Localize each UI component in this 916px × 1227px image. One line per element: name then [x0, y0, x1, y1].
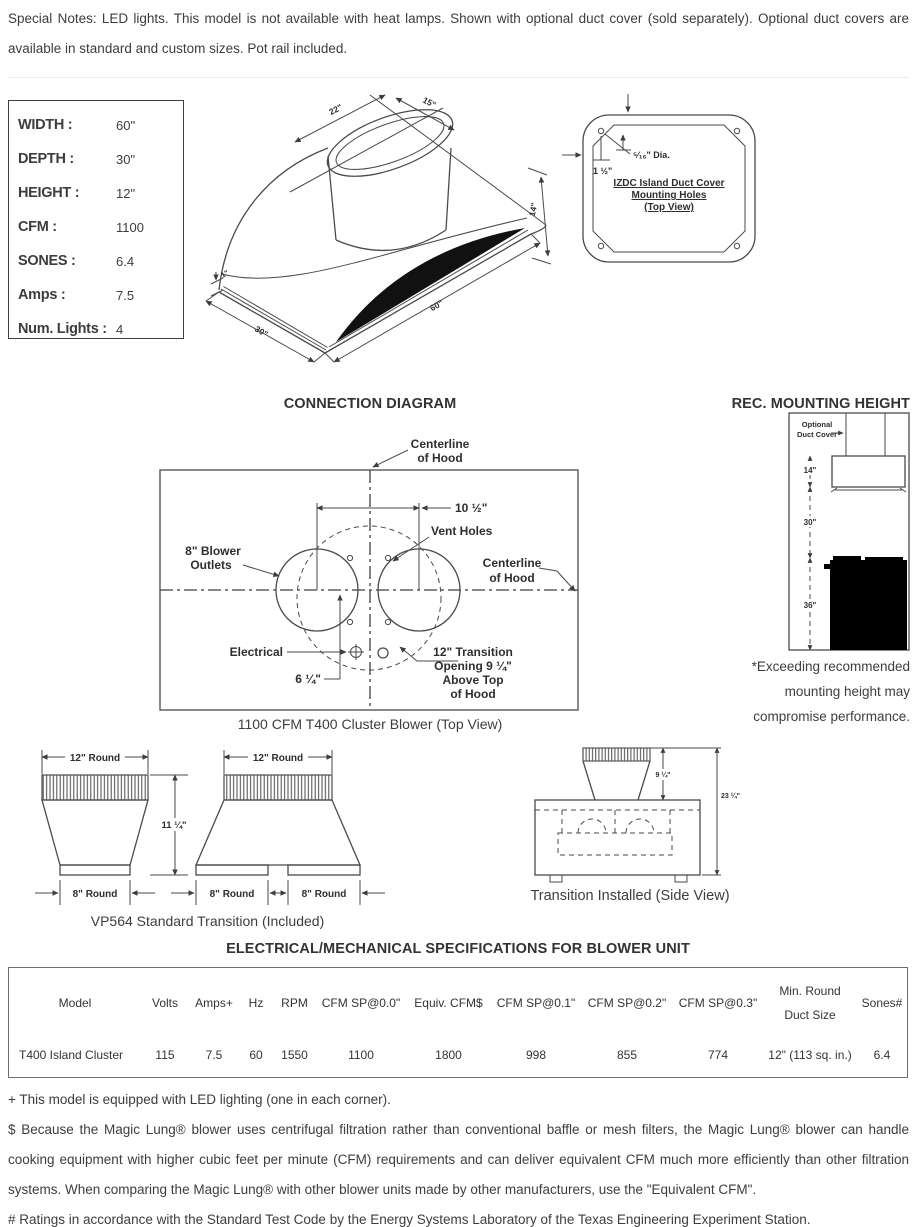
dim-label-electrical: 6 ¼" [295, 672, 321, 686]
cell-rpm: 1550 [281, 1048, 308, 1062]
dim-label-total: 23 ¼" [721, 793, 740, 800]
hood-isometric-drawing [195, 88, 555, 380]
transition-dual-outlet [171, 750, 385, 905]
centerline-top-label-1: Centerline [410, 437, 470, 451]
dim-label-hood: 14" [803, 466, 817, 475]
spec-label: HEIGHT : [18, 185, 80, 201]
vp564-transition-drawing [25, 742, 415, 910]
col-header-cfm-sp03: CFM SP@0.3" [678, 995, 758, 1010]
hood-side-outline [535, 800, 700, 875]
spec-label: Num. Lights : [18, 321, 107, 337]
centerline-right-label-2: of Hood [489, 571, 535, 585]
col-header-amps: Amps+ [195, 995, 233, 1010]
connection-diagram [155, 415, 585, 713]
spec-row-cfm [18, 210, 183, 244]
mounting-hole [734, 128, 739, 133]
dim-label-offset: 1 ½" [593, 166, 613, 176]
col-header-cfm-sp02: CFM SP@0.2" [587, 995, 667, 1010]
spec-value: 7.5 [116, 287, 135, 303]
centerline-right-label-1: Centerline [482, 556, 542, 570]
transition-note-2: Opening 9 ¼" [434, 659, 512, 673]
dim-label-22: 22" [327, 101, 344, 117]
connection-diagram-title: CONNECTION DIAGRAM [283, 396, 457, 412]
special-notes: Special Notes: LED lights. This model is not available with heat lamps. Shown with optional duct cover (sold separately). Optional duct covers are available in standard and custom sizes. Pot rail included. [8, 11, 909, 56]
blower-outlets-label-2: Outlets [190, 558, 232, 572]
spec-row-lights [18, 312, 183, 346]
centerline-top-label-2: of Hood [417, 451, 463, 465]
installed-caption: Transition Installed (Side View) [530, 888, 730, 904]
vp564-caption: VP564 Standard Transition (Included) [90, 913, 325, 929]
internal-blower-dashed [535, 810, 700, 855]
electrical-label: Electrical [229, 645, 283, 659]
col-header-sones: Sones# [861, 995, 903, 1010]
mounting-height-title: REC. MOUNTING HEIGHT [731, 396, 910, 412]
cell-cfm-sp00: 1100 [348, 1048, 374, 1062]
dim-label-spacing: 10 ½" [455, 501, 488, 515]
connection-caption: 1100 CFM T400 Cluster Blower (Top View) [237, 716, 503, 732]
dim-label-upper: 9 ¼" [655, 772, 671, 779]
mounting-warning-line1: *Exceeding recommended [751, 659, 910, 674]
quick-specs-box [8, 100, 184, 339]
transition-marker-circle [378, 648, 388, 658]
col-header-model: Model [58, 995, 92, 1010]
mounting-height-diagram [745, 408, 915, 658]
dim-label-clearance: 30" [803, 518, 817, 527]
hood-body [219, 95, 546, 353]
optional-duct-cover-label-1: Optional [801, 420, 833, 429]
spec-label: CFM : [18, 219, 57, 235]
divider [8, 77, 909, 78]
cell-cfm-sp01: 998 [525, 1048, 547, 1062]
spec-label: SONES : [18, 253, 76, 269]
dim-label-14: 14" [526, 201, 540, 218]
dim-label-60: 60" [428, 297, 445, 314]
dim-label-height: 11 ¼" [161, 820, 187, 831]
footnote-hash: # Ratings in accordance with the Standard Test Code by the Energy Systems Laboratory of the Texas Engineering Experiment Station. [8, 1212, 811, 1227]
cell-sones: 6.4 [873, 1048, 891, 1062]
vent-holes-label: Vent Holes [431, 524, 493, 538]
dim-label-8-round: 8" Round [72, 889, 118, 900]
duct-cover-title-line1: IZDC Island Duct Cover [613, 178, 725, 189]
mounting-warning [640, 654, 910, 729]
spec-row-depth [18, 142, 183, 176]
cell-model: T400 Island Cluster [19, 1048, 124, 1062]
spec-row-sones [18, 244, 183, 278]
spec-label: WIDTH : [18, 117, 73, 133]
mounting-warning-line3: compromise performance. [753, 709, 910, 724]
spec-label: DEPTH : [18, 151, 74, 167]
spec-value: 1100 [116, 219, 144, 235]
hood-side-view [832, 456, 905, 487]
vent-hole [347, 555, 352, 560]
col-header-cfm-sp01: CFM SP@0.1" [496, 995, 576, 1010]
mounting-hole [598, 128, 603, 133]
duct-cover-title-line3: (Top View) [644, 202, 694, 213]
transition-single-outlet [35, 750, 191, 905]
transition-note-1: 12" Transition [433, 645, 513, 659]
spec-row-width [18, 108, 183, 142]
dim-label-range: 36" [803, 601, 817, 610]
blower-outlets-label-1: 8" Blower [185, 544, 241, 558]
hood-shadow [336, 228, 525, 342]
cell-volts: 115 [155, 1048, 175, 1062]
optional-duct-cover-label-2: Duct Cover [796, 430, 838, 439]
cell-cfm-sp03: 774 [707, 1048, 729, 1062]
duct-collar-hatched [583, 748, 650, 761]
vent-hole [385, 619, 390, 624]
col-header-duct-size-line2: Duct Size [784, 1007, 836, 1022]
dim-label-8-round: 8" Round [209, 889, 255, 900]
spec-table-data-row [9, 1037, 907, 1077]
spec-value: 12" [116, 185, 136, 201]
col-header-duct-size [763, 984, 857, 1022]
duct-cover-drawing [560, 94, 780, 299]
transition-note-4: of Hood [450, 687, 496, 701]
dim-label-15: 15" [421, 94, 438, 110]
dim-label-1: 1" [219, 268, 231, 280]
spec-row-height [18, 176, 183, 210]
col-header-hz: Hz [248, 995, 264, 1010]
cell-equiv-cfm: 1800 [435, 1048, 462, 1062]
spec-value: 60" [116, 117, 136, 133]
dim-label-12-round: 12" Round [252, 753, 304, 764]
dim-label-12-round: 12" Round [69, 753, 121, 764]
col-header-volts: Volts [151, 995, 178, 1010]
spec-label: Amps : [18, 287, 66, 303]
footnote-dollar: $ Because the Magic Lung® blower uses centrifugal filtration rather than conventional baffle or mesh filters, the Magic Lung® blower can handle cooking equipment with higher cubic feet per minute (CFM) requirements and can deliver equivalent CFM much more efficiently than other filtration systems. When comparing the Magic Lung® with other blower units made by other manufacturers, use the "Equivalent CFM". [8, 1122, 909, 1197]
range-silhouette [824, 556, 907, 650]
duct-collar-hatched [224, 775, 332, 800]
transition-funnel [583, 761, 650, 800]
spec-table-title: ELECTRICAL/MECHANICAL SPECIFICATIONS FOR BLOWER UNIT [226, 941, 690, 957]
col-header-cfm-sp00: CFM SP@0.0" [321, 995, 401, 1010]
dim-label-dia: ⁵⁄₁₆" Dia. [633, 150, 670, 160]
footnote-plus: + This model is equipped with LED lighting (one in each corner). [8, 1092, 391, 1107]
dim-label-30: 30" [253, 323, 270, 340]
col-header-duct-size-line1: Min. Round [779, 983, 841, 998]
electrical-symbol [348, 644, 364, 660]
cell-hz: 60 [249, 1048, 263, 1062]
spec-table [8, 967, 908, 1078]
spec-value: 4 [116, 321, 124, 337]
duct-collar-hatched [42, 775, 148, 800]
col-header-equiv-cfm: Equiv. CFM$ [414, 995, 483, 1010]
vent-hole [385, 555, 390, 560]
vent-hole [347, 619, 352, 624]
cell-duct-size: 12" (113 sq. in.) [768, 1048, 852, 1062]
footnotes [8, 1085, 909, 1227]
hood-duct [319, 96, 461, 250]
dim-label-8-round: 8" Round [301, 889, 347, 900]
transition-note-3: Above Top [442, 673, 504, 687]
mounting-hole [734, 243, 739, 248]
mounting-hole [598, 243, 603, 248]
spec-value: 6.4 [116, 253, 135, 269]
mounting-warning-line2: mounting height may [784, 684, 910, 699]
cell-amps: 7.5 [205, 1048, 223, 1062]
spec-table-header-row [9, 968, 907, 1037]
cell-cfm-sp02: 855 [616, 1048, 638, 1062]
spec-value: 30" [116, 151, 136, 167]
spec-row-amps [18, 278, 183, 312]
col-header-rpm: RPM [281, 995, 308, 1010]
duct-cover-title-line2: Mounting Holes [631, 190, 707, 201]
